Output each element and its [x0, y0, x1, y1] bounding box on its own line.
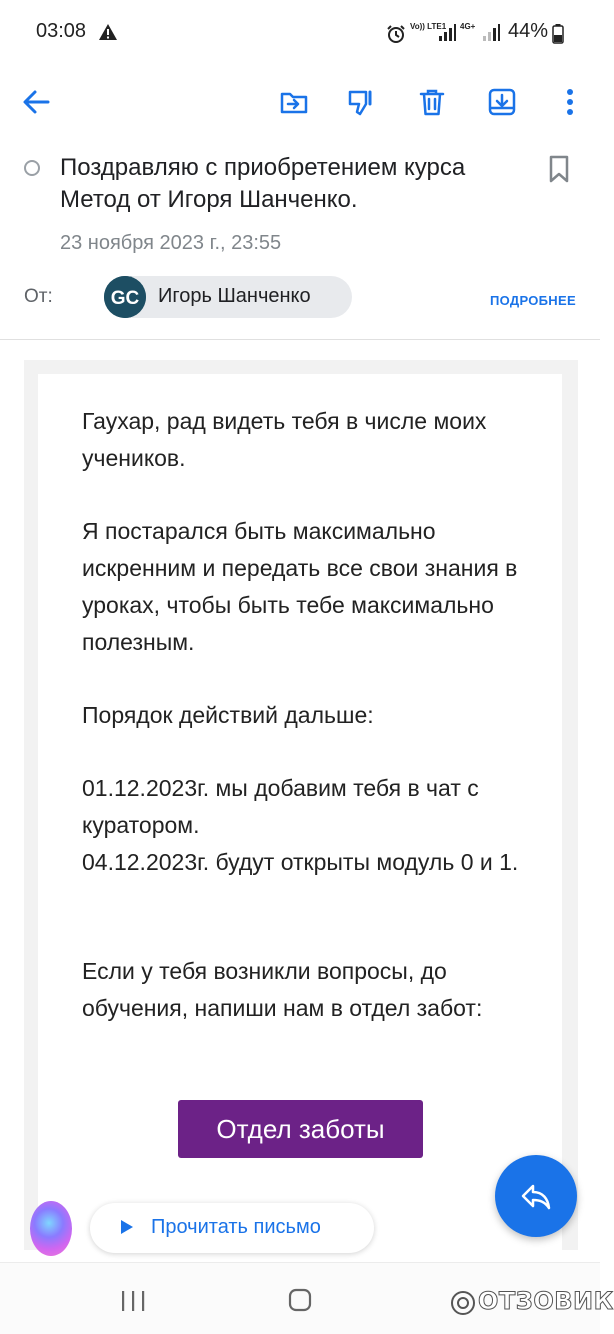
trash-icon[interactable]: [416, 86, 448, 118]
assistant-orb[interactable]: [30, 1201, 72, 1256]
date-line: 01.12.2023г. мы добавим тебя в чат с куратором.: [82, 775, 479, 838]
email-date: 23 ноября 2023 г., 23:55: [60, 232, 282, 254]
email-subject: Поздравляю с приобретением курса Метод от Игоря Шанченко.: [60, 154, 466, 213]
back-arrow-icon[interactable]: [20, 86, 52, 118]
read-aloud-label[interactable]: Прочитать письмо: [151, 1216, 321, 1238]
body-paragraph: Я постарался быть максимально искренним и передать все свои знания в уроках, чтобы быть тебе максимально полезным.: [82, 518, 518, 655]
thumbs-down-icon[interactable]: [346, 86, 378, 118]
archive-download-icon[interactable]: [486, 86, 518, 118]
avatar: [104, 276, 146, 318]
volte-indicator: Vo)) LTE1: [410, 22, 447, 31]
from-label: От:: [24, 286, 53, 307]
warning-icon: [98, 23, 118, 41]
sender-name[interactable]: Игорь Шанченко: [158, 285, 311, 307]
body-paragraph: Порядок действий дальше:: [82, 702, 374, 728]
home-icon[interactable]: [288, 1288, 312, 1312]
play-icon: [120, 1219, 134, 1235]
reply-icon: [519, 1179, 553, 1213]
move-to-folder-icon[interactable]: [278, 86, 310, 118]
battery-percent: 44%: [508, 20, 549, 42]
details-link[interactable]: ПОДРОБНЕЕ: [490, 293, 576, 308]
header-divider: [0, 339, 600, 340]
status-time: 03:08: [36, 20, 87, 42]
more-vert-icon[interactable]: [556, 86, 584, 118]
avatar-initials: GC: [110, 288, 140, 309]
battery-icon: [552, 24, 564, 44]
otzovik-logo-icon: [450, 1290, 476, 1316]
signal-icon: [482, 24, 500, 42]
alarm-icon: [386, 24, 406, 44]
body-paragraph-dates: [82, 770, 522, 881]
unread-indicator[interactable]: [24, 160, 40, 176]
care-department-button[interactable]: Отдел заботы: [178, 1100, 423, 1158]
bookmark-icon[interactable]: [546, 154, 572, 184]
recents-icon[interactable]: [120, 1290, 146, 1312]
network-type-indicator: 4G+: [460, 22, 476, 31]
body-paragraph: Если у тебя возникли вопросы, до обучения, напиши нам в отдел забот:: [82, 958, 483, 1021]
watermark-text: ОТЗОВИК: [478, 1287, 614, 1315]
date-line: 04.12.2023г. будут открыты модуль 0 и 1.: [82, 849, 519, 875]
body-paragraph: Гаухар, рад видеть тебя в числе моих учеников.: [82, 408, 487, 471]
signal-icon: [438, 24, 456, 42]
